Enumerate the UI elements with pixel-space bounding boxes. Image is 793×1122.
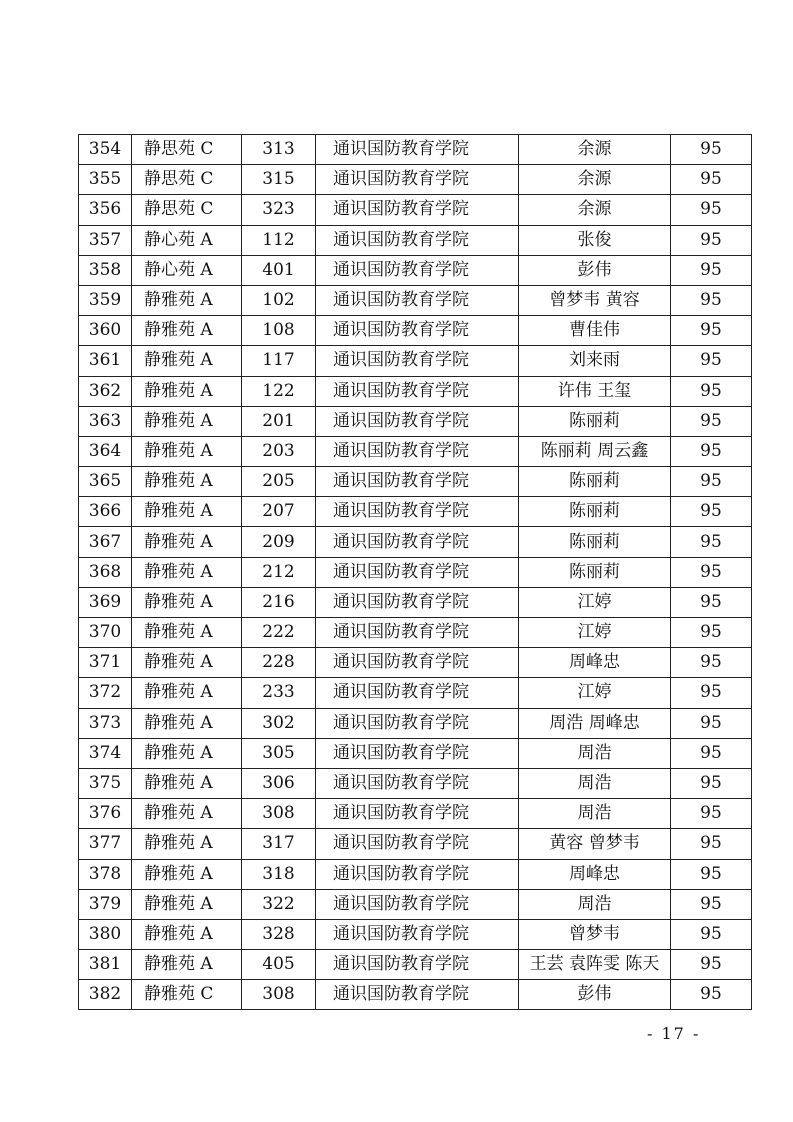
building-cell: 静雅苑 A <box>132 467 242 497</box>
college-cell: 通识国防教育学院 <box>316 738 519 768</box>
name-cell: 彭伟 <box>519 255 671 285</box>
room-cell: 308 <box>242 799 316 829</box>
row-number-cell: 371 <box>79 648 132 678</box>
room-cell: 122 <box>242 376 316 406</box>
name-cell: 江婷 <box>519 587 671 617</box>
score-cell: 95 <box>671 618 752 648</box>
building-cell: 静雅苑 A <box>132 587 242 617</box>
name-cell: 陈丽莉 <box>519 557 671 587</box>
row-number-cell: 380 <box>79 919 132 949</box>
score-cell: 95 <box>671 950 752 980</box>
table-row <box>79 919 752 949</box>
name-cell: 刘来雨 <box>519 346 671 376</box>
table-row <box>79 587 752 617</box>
score-cell: 95 <box>671 406 752 436</box>
room-cell: 308 <box>242 980 316 1010</box>
table-row <box>79 829 752 859</box>
score-cell: 95 <box>671 346 752 376</box>
room-cell: 112 <box>242 225 316 255</box>
name-cell: 许伟 王玺 <box>519 376 671 406</box>
score-cell: 95 <box>671 285 752 315</box>
row-number-cell: 357 <box>79 225 132 255</box>
row-number-cell: 360 <box>79 316 132 346</box>
row-number-cell: 359 <box>79 285 132 315</box>
score-cell: 95 <box>671 527 752 557</box>
row-number-cell: 361 <box>79 346 132 376</box>
college-cell: 通识国防教育学院 <box>316 889 519 919</box>
table-row <box>79 285 752 315</box>
room-cell: 117 <box>242 346 316 376</box>
college-cell: 通识国防教育学院 <box>316 527 519 557</box>
score-cell: 95 <box>671 225 752 255</box>
building-cell: 静思苑 C <box>132 165 242 195</box>
table-row <box>79 648 752 678</box>
name-cell: 周浩 <box>519 799 671 829</box>
room-cell: 313 <box>242 135 316 165</box>
table-row <box>79 618 752 648</box>
row-number-cell: 377 <box>79 829 132 859</box>
table-row <box>79 135 752 165</box>
score-cell: 95 <box>671 255 752 285</box>
row-number-cell: 379 <box>79 889 132 919</box>
building-cell: 静雅苑 A <box>132 285 242 315</box>
room-cell: 317 <box>242 829 316 859</box>
score-cell: 95 <box>671 135 752 165</box>
score-cell: 95 <box>671 829 752 859</box>
college-cell: 通识国防教育学院 <box>316 587 519 617</box>
table-row <box>79 195 752 225</box>
name-cell: 周浩 <box>519 889 671 919</box>
row-number-cell: 373 <box>79 708 132 738</box>
score-cell: 95 <box>671 165 752 195</box>
college-cell: 通识国防教育学院 <box>316 376 519 406</box>
score-cell: 95 <box>671 436 752 466</box>
row-number-cell: 365 <box>79 467 132 497</box>
college-cell: 通识国防教育学院 <box>316 768 519 798</box>
building-cell: 静雅苑 C <box>132 980 242 1010</box>
score-cell: 95 <box>671 738 752 768</box>
college-cell: 通识国防教育学院 <box>316 255 519 285</box>
name-cell: 周峰忠 <box>519 648 671 678</box>
table-row <box>79 980 752 1010</box>
row-number-cell: 356 <box>79 195 132 225</box>
room-cell: 302 <box>242 708 316 738</box>
name-cell: 周浩 周峰忠 <box>519 708 671 738</box>
room-cell: 306 <box>242 768 316 798</box>
score-cell: 95 <box>671 497 752 527</box>
name-cell: 曾梦韦 <box>519 919 671 949</box>
college-cell: 通识国防教育学院 <box>316 980 519 1010</box>
row-number-cell: 374 <box>79 738 132 768</box>
room-cell: 108 <box>242 316 316 346</box>
room-cell: 209 <box>242 527 316 557</box>
college-cell: 通识国防教育学院 <box>316 135 519 165</box>
table-row <box>79 678 752 708</box>
name-cell: 江婷 <box>519 618 671 648</box>
room-cell: 201 <box>242 406 316 436</box>
college-cell: 通识国防教育学院 <box>316 950 519 980</box>
score-cell: 95 <box>671 708 752 738</box>
building-cell: 静雅苑 A <box>132 618 242 648</box>
name-cell: 张俊 <box>519 225 671 255</box>
room-cell: 228 <box>242 648 316 678</box>
college-cell: 通识国防教育学院 <box>316 316 519 346</box>
college-cell: 通识国防教育学院 <box>316 285 519 315</box>
college-cell: 通识国防教育学院 <box>316 195 519 225</box>
name-cell: 余源 <box>519 165 671 195</box>
score-cell: 95 <box>671 678 752 708</box>
building-cell: 静雅苑 A <box>132 829 242 859</box>
building-cell: 静雅苑 A <box>132 376 242 406</box>
row-number-cell: 368 <box>79 557 132 587</box>
table-row <box>79 376 752 406</box>
college-cell: 通识国防教育学院 <box>316 225 519 255</box>
building-cell: 静雅苑 A <box>132 738 242 768</box>
score-cell: 95 <box>671 376 752 406</box>
table-row <box>79 406 752 436</box>
room-cell: 322 <box>242 889 316 919</box>
score-cell: 95 <box>671 316 752 346</box>
room-cell: 318 <box>242 859 316 889</box>
room-cell: 203 <box>242 436 316 466</box>
building-cell: 静思苑 C <box>132 135 242 165</box>
table-body <box>79 135 752 1010</box>
row-number-cell: 363 <box>79 406 132 436</box>
name-cell: 江婷 <box>519 678 671 708</box>
score-cell: 95 <box>671 889 752 919</box>
table-row <box>79 255 752 285</box>
college-cell: 通识国防教育学院 <box>316 919 519 949</box>
building-cell: 静雅苑 A <box>132 799 242 829</box>
table-row <box>79 346 752 376</box>
table-row <box>79 225 752 255</box>
name-cell: 陈丽莉 <box>519 406 671 436</box>
table-row <box>79 557 752 587</box>
room-cell: 207 <box>242 497 316 527</box>
college-cell: 通识国防教育学院 <box>316 859 519 889</box>
score-cell: 95 <box>671 587 752 617</box>
row-number-cell: 381 <box>79 950 132 980</box>
row-number-cell: 382 <box>79 980 132 1010</box>
name-cell: 周浩 <box>519 738 671 768</box>
room-cell: 233 <box>242 678 316 708</box>
table-row <box>79 799 752 829</box>
score-cell: 95 <box>671 648 752 678</box>
row-number-cell: 375 <box>79 768 132 798</box>
building-cell: 静雅苑 A <box>132 557 242 587</box>
building-cell: 静雅苑 A <box>132 950 242 980</box>
building-cell: 静雅苑 A <box>132 406 242 436</box>
row-number-cell: 364 <box>79 436 132 466</box>
college-cell: 通识国防教育学院 <box>316 648 519 678</box>
name-cell: 曹佳伟 <box>519 316 671 346</box>
college-cell: 通识国防教育学院 <box>316 618 519 648</box>
room-cell: 315 <box>242 165 316 195</box>
building-cell: 静雅苑 A <box>132 768 242 798</box>
building-cell: 静雅苑 A <box>132 436 242 466</box>
college-cell: 通识国防教育学院 <box>316 406 519 436</box>
score-cell: 95 <box>671 467 752 497</box>
score-cell: 95 <box>671 195 752 225</box>
table-row <box>79 859 752 889</box>
college-cell: 通识国防教育学院 <box>316 467 519 497</box>
room-cell: 212 <box>242 557 316 587</box>
college-cell: 通识国防教育学院 <box>316 829 519 859</box>
name-cell: 余源 <box>519 195 671 225</box>
room-cell: 205 <box>242 467 316 497</box>
building-cell: 静雅苑 A <box>132 316 242 346</box>
row-number-cell: 358 <box>79 255 132 285</box>
table-row <box>79 950 752 980</box>
college-cell: 通识国防教育学院 <box>316 708 519 738</box>
room-cell: 328 <box>242 919 316 949</box>
college-cell: 通识国防教育学院 <box>316 165 519 195</box>
table-row <box>79 467 752 497</box>
row-number-cell: 369 <box>79 587 132 617</box>
building-cell: 静雅苑 A <box>132 889 242 919</box>
name-cell: 王芸 袁阵雯 陈天 <box>519 950 671 980</box>
room-cell: 401 <box>242 255 316 285</box>
table-row <box>79 436 752 466</box>
name-cell: 余源 <box>519 135 671 165</box>
name-cell: 彭伟 <box>519 980 671 1010</box>
college-cell: 通识国防教育学院 <box>316 557 519 587</box>
row-number-cell: 370 <box>79 618 132 648</box>
table-row <box>79 497 752 527</box>
building-cell: 静雅苑 A <box>132 346 242 376</box>
dormitory-score-table <box>78 134 752 1010</box>
row-number-cell: 367 <box>79 527 132 557</box>
room-cell: 102 <box>242 285 316 315</box>
score-cell: 95 <box>671 768 752 798</box>
college-cell: 通识国防教育学院 <box>316 799 519 829</box>
row-number-cell: 372 <box>79 678 132 708</box>
table-row <box>79 165 752 195</box>
college-cell: 通识国防教育学院 <box>316 678 519 708</box>
table-row <box>79 768 752 798</box>
name-cell: 周峰忠 <box>519 859 671 889</box>
page-number: - 17 - <box>647 1024 701 1043</box>
score-cell: 95 <box>671 799 752 829</box>
room-cell: 222 <box>242 618 316 648</box>
name-cell: 周浩 <box>519 768 671 798</box>
building-cell: 静雅苑 A <box>132 527 242 557</box>
building-cell: 静雅苑 A <box>132 497 242 527</box>
score-cell: 95 <box>671 980 752 1010</box>
table-row <box>79 889 752 919</box>
building-cell: 静雅苑 A <box>132 708 242 738</box>
row-number-cell: 378 <box>79 859 132 889</box>
row-number-cell: 362 <box>79 376 132 406</box>
room-cell: 216 <box>242 587 316 617</box>
name-cell: 陈丽莉 周云鑫 <box>519 436 671 466</box>
building-cell: 静心苑 A <box>132 225 242 255</box>
room-cell: 305 <box>242 738 316 768</box>
table-row <box>79 316 752 346</box>
name-cell: 陈丽莉 <box>519 527 671 557</box>
building-cell: 静雅苑 A <box>132 859 242 889</box>
building-cell: 静心苑 A <box>132 255 242 285</box>
table-row <box>79 738 752 768</box>
building-cell: 静雅苑 A <box>132 648 242 678</box>
building-cell: 静雅苑 A <box>132 919 242 949</box>
name-cell: 曾梦韦 黄容 <box>519 285 671 315</box>
score-cell: 95 <box>671 919 752 949</box>
name-cell: 黄容 曾梦韦 <box>519 829 671 859</box>
row-number-cell: 366 <box>79 497 132 527</box>
score-cell: 95 <box>671 859 752 889</box>
college-cell: 通识国防教育学院 <box>316 436 519 466</box>
row-number-cell: 354 <box>79 135 132 165</box>
building-cell: 静思苑 C <box>132 195 242 225</box>
row-number-cell: 376 <box>79 799 132 829</box>
room-cell: 405 <box>242 950 316 980</box>
table-row <box>79 708 752 738</box>
row-number-cell: 355 <box>79 165 132 195</box>
name-cell: 陈丽莉 <box>519 497 671 527</box>
table-row <box>79 527 752 557</box>
room-cell: 323 <box>242 195 316 225</box>
building-cell: 静雅苑 A <box>132 678 242 708</box>
college-cell: 通识国防教育学院 <box>316 497 519 527</box>
score-cell: 95 <box>671 557 752 587</box>
college-cell: 通识国防教育学院 <box>316 346 519 376</box>
name-cell: 陈丽莉 <box>519 467 671 497</box>
